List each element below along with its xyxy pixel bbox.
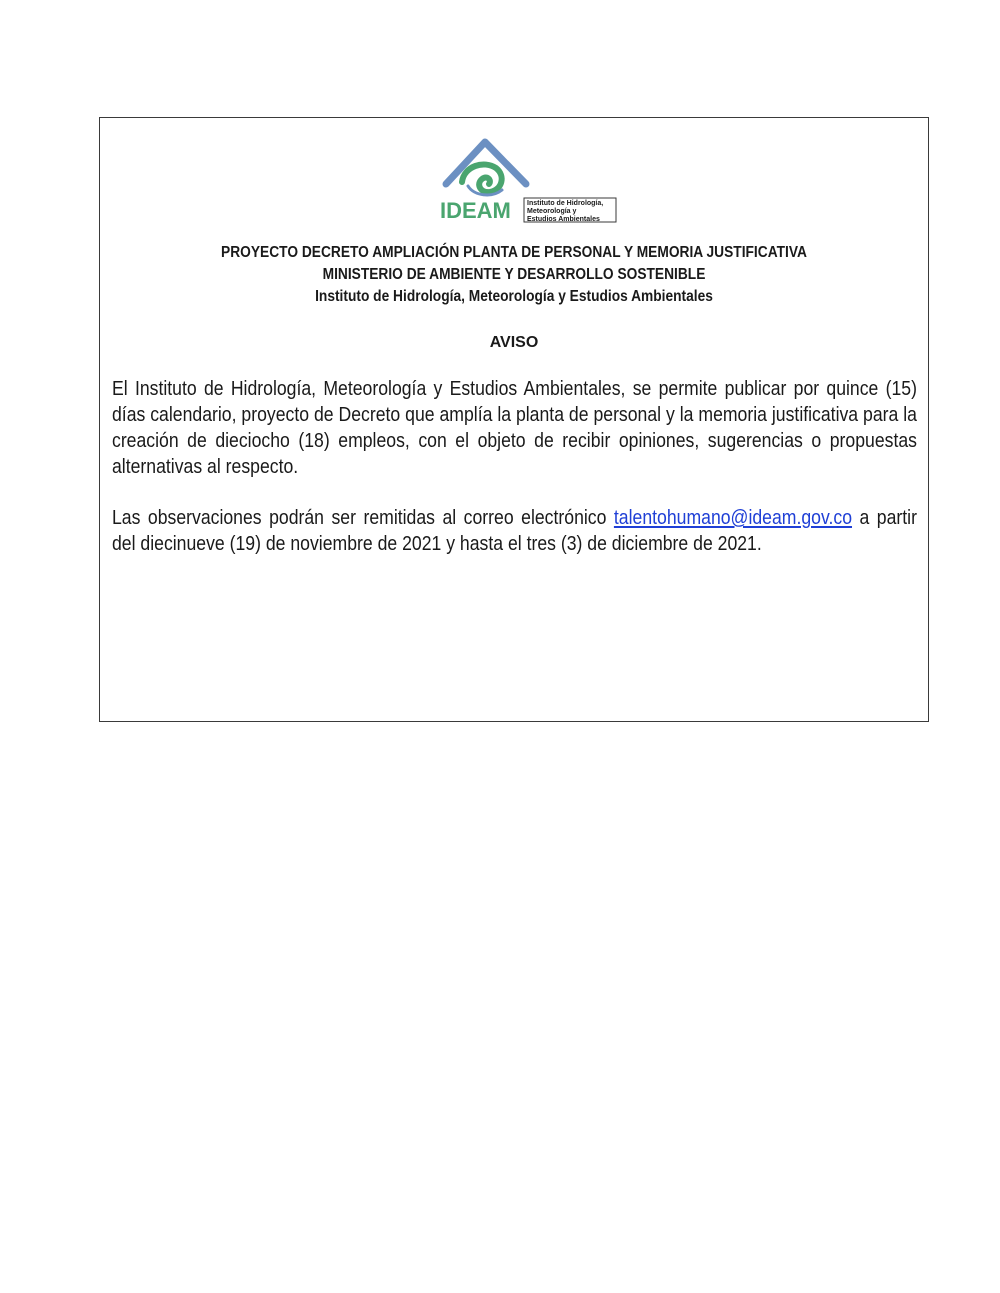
heading-institute: Instituto de Hidrología, Meteorología y Estudios Ambientales	[315, 288, 713, 305]
observations-text-after: a partir del diecinueve (19) de noviembre de 2021 y hasta el tres (3) de diciembre de 2021.	[112, 506, 917, 555]
heading-ministry: MINISTERIO DE AMBIENTE Y DESARROLLO SOSTENIBLE	[322, 266, 706, 283]
ideam-logo-icon	[440, 136, 620, 224]
aviso-title: AVISO	[489, 334, 539, 351]
observations-text-before: Las observaciones podrán ser remitidas al correo electrónico	[112, 506, 614, 529]
paragraph-observations	[112, 505, 917, 557]
paragraph-announcement: El Instituto de Hidrología, Meteorología y Estudios Ambientales, se permite publicar por quince (15) días calendario, proyecto de Decreto que amplía la planta de personal y la memoria justificativa para la creación de dieciocho (18) empleos, con el objeto de recibir opiniones, sugerencias o propuestas alternativas al respecto.	[112, 377, 917, 478]
ideam-logo	[440, 136, 620, 224]
logo-tagline-3: Estudios Ambientales	[527, 216, 600, 223]
logo-acronym: IDEAM	[440, 198, 511, 223]
logo-tagline-1: Instituto de Hidrología,	[527, 200, 604, 207]
email-link[interactable]: talentohumano@ideam.gov.co	[613, 506, 853, 529]
logo-tagline-2: Meteorología y	[527, 208, 577, 215]
heading-project: PROYECTO DECRETO AMPLIACIÓN PLANTA DE PERSONAL Y MEMORIA JUSTIFICATIVA	[221, 244, 807, 261]
notice-box	[99, 117, 929, 722]
document-headings	[158, 242, 870, 308]
